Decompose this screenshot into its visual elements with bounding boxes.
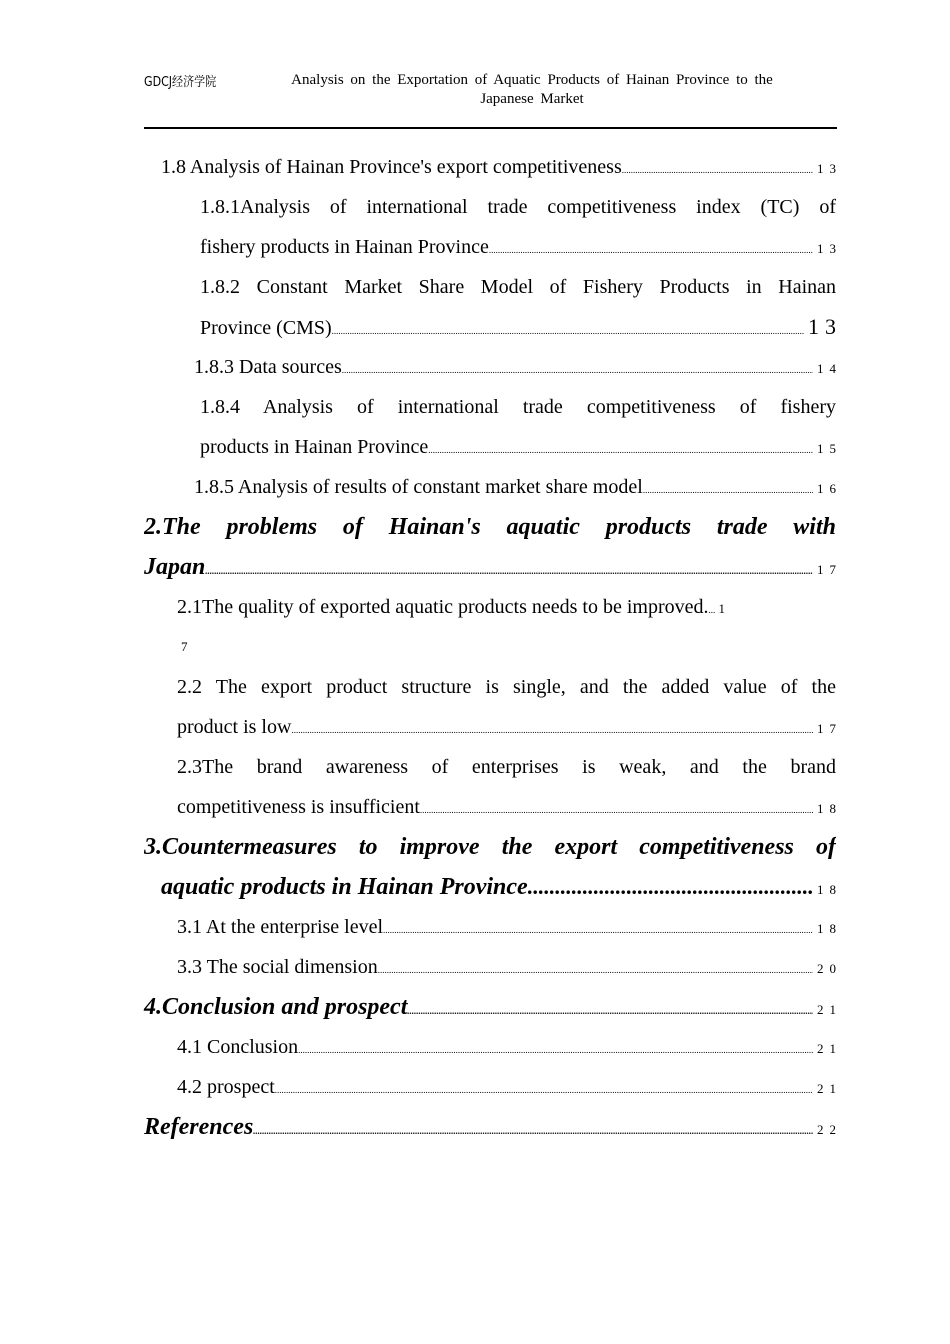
toc-page-number: 13 bbox=[817, 241, 842, 256]
dot-leader bbox=[378, 950, 813, 990]
dot-leader bbox=[622, 150, 813, 190]
toc-entry[interactable] bbox=[161, 147, 842, 187]
toc-page-number: 21 bbox=[817, 1041, 842, 1056]
dot-leader bbox=[383, 910, 813, 950]
toc-entry-line[interactable] bbox=[200, 267, 836, 307]
toc-page-number: 16 bbox=[817, 481, 842, 496]
toc-page-number: 1 bbox=[718, 601, 732, 616]
toc-entry[interactable] bbox=[200, 427, 842, 467]
toc-entry-line[interactable] bbox=[177, 747, 836, 787]
toc-entry-text: 2.The problems of Hainan's aquatic products trade with bbox=[144, 514, 836, 540]
toc-entry-text: 2.3The brand awareness of enterprises is weak, and the brand bbox=[177, 756, 836, 778]
toc-page-number: 18 bbox=[817, 921, 842, 936]
toc-entry-text: 2.2 The export product structure is single, and the added value of the bbox=[177, 676, 836, 698]
toc-entry-text: 2.1The quality of exported aquatic products needs to be improved. bbox=[177, 596, 709, 618]
toc-entry-text: 4.2 prospect bbox=[177, 1076, 275, 1098]
toc-entry[interactable] bbox=[144, 987, 842, 1027]
toc-entry[interactable] bbox=[200, 227, 842, 267]
toc-entry-text: products in Hainan Province bbox=[200, 436, 429, 458]
toc-entry-text: 1.8 Analysis of Hainan Province's export competitiveness bbox=[161, 156, 622, 178]
toc-entry-line[interactable] bbox=[200, 187, 836, 227]
dot-leader bbox=[528, 867, 813, 907]
toc-entry[interactable] bbox=[194, 467, 842, 507]
toc-entry[interactable] bbox=[177, 1027, 842, 1067]
toc-entry-text: Japan bbox=[144, 554, 206, 580]
toc-entry-line[interactable] bbox=[144, 507, 836, 547]
toc-entry-line[interactable] bbox=[200, 387, 836, 427]
toc-page-number: 15 bbox=[817, 441, 842, 456]
toc-page-number: 18 bbox=[817, 801, 842, 816]
toc-entry[interactable] bbox=[177, 947, 842, 987]
toc-entry-text: 4.1 Conclusion bbox=[177, 1036, 299, 1058]
toc-page-number: 13 bbox=[817, 161, 842, 176]
dot-leader bbox=[428, 430, 813, 470]
header-school: GDCJ经济学院 bbox=[144, 75, 217, 90]
toc-entry[interactable] bbox=[177, 907, 842, 947]
toc-entry-text: 1.8.5 Analysis of results of constant market share model bbox=[194, 476, 643, 498]
toc-entry-text: fishery products in Hainan Province bbox=[200, 236, 489, 258]
toc-page-number: 20 bbox=[817, 961, 842, 976]
toc-page-number: 14 bbox=[817, 361, 842, 376]
toc-entry-line[interactable] bbox=[177, 667, 836, 707]
dot-leader bbox=[275, 1070, 813, 1110]
toc-page-number: 21 bbox=[817, 1081, 842, 1096]
dot-leader bbox=[253, 1111, 813, 1151]
toc-entry[interactable] bbox=[177, 707, 842, 747]
toc-entry-text: Province (CMS) bbox=[200, 317, 332, 339]
toc-entry[interactable] bbox=[194, 347, 842, 387]
header-title: Analysis on the Exportation of Aquatic Products of Hainan Province to the Japanese Market bbox=[291, 72, 773, 107]
dot-leader bbox=[643, 470, 813, 510]
toc-entry-line[interactable] bbox=[144, 827, 836, 867]
toc-entry-text: aquatic products in Hainan Province bbox=[161, 874, 528, 900]
toc-entry-text: 3.Countermeasures to improve the export competitiveness of bbox=[144, 834, 836, 860]
toc-entry-text: 1.8.1Analysis of international trade competitiveness index (TC) of bbox=[200, 196, 836, 218]
toc-entry-text: References bbox=[144, 1114, 254, 1140]
toc-entry-text: product is low bbox=[177, 716, 292, 738]
toc-entry[interactable] bbox=[161, 867, 842, 907]
toc-entry[interactable] bbox=[144, 1107, 842, 1147]
dot-leader bbox=[420, 790, 813, 830]
toc-entry-text: 3.3 The social dimension bbox=[177, 956, 378, 978]
toc-entry-text: 1.8.4 Analysis of international trade competitiveness of fishery bbox=[200, 396, 836, 418]
toc-entry-text: competitiveness is insufficient bbox=[177, 796, 420, 818]
toc-page-number: 22 bbox=[817, 1122, 842, 1137]
dot-leader bbox=[489, 230, 813, 270]
toc-entry-text: 1.8.2 Constant Market Share Model of Fishery Products in Hainan bbox=[200, 276, 836, 298]
toc-entry-text: 3.1 At the enterprise level bbox=[177, 916, 384, 938]
toc-entry-text: 4.Conclusion and prospect bbox=[144, 994, 408, 1020]
toc-entry[interactable] bbox=[177, 587, 836, 627]
toc-entry[interactable] bbox=[144, 547, 842, 587]
dot-leader bbox=[205, 551, 813, 591]
toc-entry[interactable] bbox=[177, 787, 842, 827]
header-divider bbox=[144, 127, 837, 129]
dot-leader bbox=[407, 991, 813, 1031]
toc-page-number: 13 bbox=[808, 314, 842, 339]
dot-leader bbox=[298, 1030, 813, 1070]
toc-page-number: 18 bbox=[817, 882, 842, 897]
dot-leader bbox=[332, 311, 804, 351]
toc-page-number: 21 bbox=[817, 1002, 842, 1017]
toc-entry[interactable] bbox=[177, 1067, 842, 1107]
toc-page-number-continued: 7 bbox=[181, 639, 188, 654]
dot-leader bbox=[291, 710, 813, 750]
toc-page-number: 17 bbox=[817, 562, 842, 577]
dot-leader bbox=[342, 350, 813, 390]
toc-page-number: 17 bbox=[817, 721, 842, 736]
toc-entry-text: 1.8.3 Data sources bbox=[194, 356, 342, 378]
toc-entry[interactable] bbox=[200, 307, 842, 347]
